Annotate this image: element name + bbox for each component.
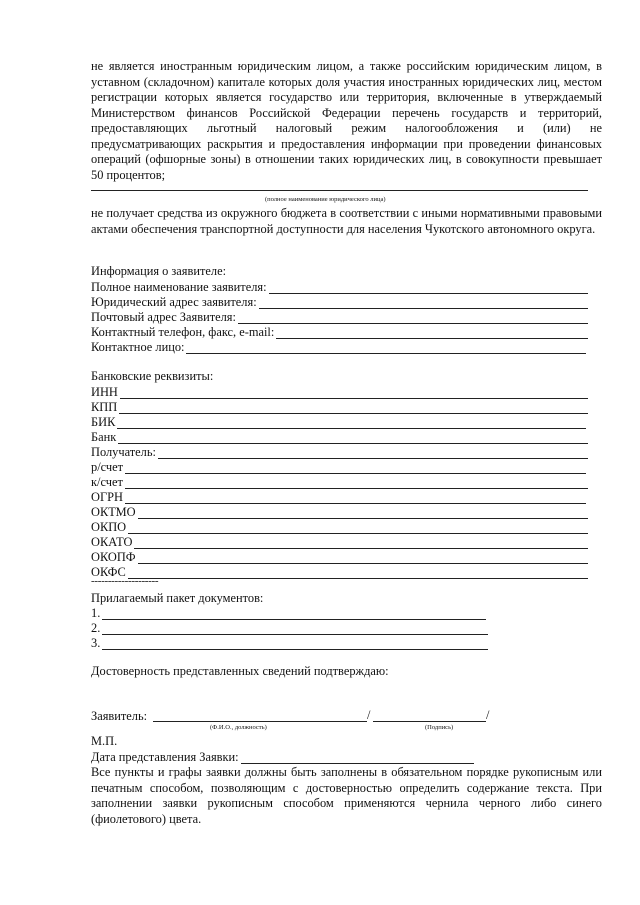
field-label: р/счет	[91, 460, 124, 474]
field-contact-phone[interactable]	[91, 324, 588, 339]
field-line[interactable]	[238, 312, 588, 324]
field-line[interactable]	[241, 752, 474, 764]
documents-heading: Прилагаемый пакет документов:	[91, 591, 264, 605]
intro-paragraph: не является иностранным юридическим лицом, а также российским юридическим лицом, в уставном (складочном) капитале которых доля участия иностранных юридических лиц, местом регистрации которых является государство или территория, включенные в утверждаемый Министерством финансов Российской Федерации перечень государств и территорий, предоставляющих льготный налоговый режим налогообложения и (или) не предусматривающих раскрытия и предоставления информации при проведении финансовых операций (офшорные зоны) в отношении таких юридических лиц, в совокупности превышает 50 процентов;	[91, 59, 602, 182]
bank-field-okopf[interactable]	[91, 549, 588, 564]
field-line[interactable]	[134, 537, 588, 549]
bank-field-okpo[interactable]	[91, 519, 588, 534]
field-line[interactable]	[269, 282, 588, 294]
name-position-caption: (Ф.И.О., должность)	[210, 724, 267, 731]
final-paragraph: Все пункты и графы заявки должны быть заполнены в обязательном порядке рукописным или печатным способом, позволяющим с достоверностью определить содержание текста. При заполнении заявки рукописным способом применяются чернила черного либо синего (фиолетового) цвета.	[91, 765, 602, 826]
budget-paragraph: не получает средства из окружного бюджета в соответствии с иными нормативными правовыми актами обеспечения транспортной доступности для населения Чукотского автономного округа.	[91, 206, 602, 236]
field-label: Юридический адрес заявителя:	[91, 295, 257, 309]
field-label: Дата представления Заявки:	[91, 750, 239, 764]
field-label: ОКАТО	[91, 535, 133, 549]
legal-name-field-line[interactable]	[91, 190, 588, 191]
field-line[interactable]	[102, 623, 488, 635]
field-label: ИНН	[91, 385, 118, 399]
field-line[interactable]	[138, 552, 588, 564]
document-number: 2.	[91, 621, 101, 635]
field-label: Почтовый адрес Заявителя:	[91, 310, 236, 324]
document-number: 3.	[91, 636, 101, 650]
field-line[interactable]	[102, 638, 488, 650]
field-postal-address[interactable]	[91, 309, 588, 324]
document-item-2[interactable]	[91, 620, 488, 635]
field-line[interactable]	[125, 492, 586, 504]
applicant-name-line[interactable]	[153, 721, 367, 722]
stamp-label: М.П.	[91, 734, 118, 748]
field-label: КПП	[91, 400, 118, 414]
field-line[interactable]	[186, 342, 586, 354]
signature-slash: /	[486, 708, 490, 722]
field-label: Контактный телефон, факс, e-mail:	[91, 325, 275, 339]
field-label: ОКФС	[91, 565, 126, 579]
signature-caption: (Подпись)	[425, 724, 454, 731]
bank-details-heading: Банковские реквизиты:	[91, 369, 214, 383]
field-label: ОКТМО	[91, 505, 136, 519]
legal-name-caption: (полное наименование юридического лица)	[265, 196, 386, 203]
document-item-3[interactable]	[91, 635, 488, 650]
signature-line[interactable]	[373, 721, 486, 722]
applicant-info-heading: Информация о заявителе:	[91, 264, 227, 278]
bank-field-settlement-account[interactable]	[91, 459, 586, 474]
field-label: БИК	[91, 415, 116, 429]
field-label: ОКПО	[91, 520, 127, 534]
field-line[interactable]	[125, 462, 586, 474]
confirmation-text: Достоверность представленных сведений подтверждаю:	[91, 664, 389, 678]
field-line[interactable]	[117, 417, 586, 429]
field-line[interactable]	[120, 387, 588, 399]
field-line[interactable]	[125, 477, 588, 489]
field-label: Получатель:	[91, 445, 156, 459]
field-line[interactable]	[259, 297, 588, 309]
bank-field-recipient[interactable]	[91, 444, 588, 459]
field-label: Полное наименование заявителя:	[91, 280, 267, 294]
bank-field-correspondent-account[interactable]	[91, 474, 588, 489]
document-number: 1.	[91, 606, 101, 620]
bank-field-oktmo[interactable]	[91, 504, 588, 519]
field-line[interactable]	[128, 567, 588, 579]
field-label: Банк	[91, 430, 117, 444]
bank-field-okato[interactable]	[91, 534, 588, 549]
section-separator: --------------------	[91, 575, 159, 587]
field-line[interactable]	[138, 507, 588, 519]
field-label: ОГРН	[91, 490, 123, 504]
bank-field-bank[interactable]	[91, 429, 588, 444]
bank-field-inn[interactable]	[91, 384, 588, 399]
bank-field-kpp[interactable]	[91, 399, 588, 414]
field-line[interactable]	[128, 522, 588, 534]
field-line[interactable]	[158, 447, 588, 459]
applicant-signature-label: Заявитель:	[91, 709, 148, 723]
field-legal-address[interactable]	[91, 294, 588, 309]
field-label: Контактное лицо:	[91, 340, 185, 354]
field-line[interactable]	[102, 608, 486, 620]
field-line[interactable]	[276, 327, 588, 339]
bank-field-ogrn[interactable]	[91, 489, 586, 504]
field-label: ОКОПФ	[91, 550, 136, 564]
bank-field-okfs[interactable]	[91, 564, 588, 579]
field-contact-person[interactable]	[91, 339, 586, 354]
field-label: к/счет	[91, 475, 123, 489]
signature-slash: /	[367, 708, 371, 722]
field-line[interactable]	[119, 402, 588, 414]
submission-date-field[interactable]	[91, 749, 474, 764]
field-full-name[interactable]	[91, 279, 588, 294]
field-line[interactable]	[118, 432, 588, 444]
document-item-1[interactable]	[91, 605, 486, 620]
bank-field-bik[interactable]	[91, 414, 586, 429]
